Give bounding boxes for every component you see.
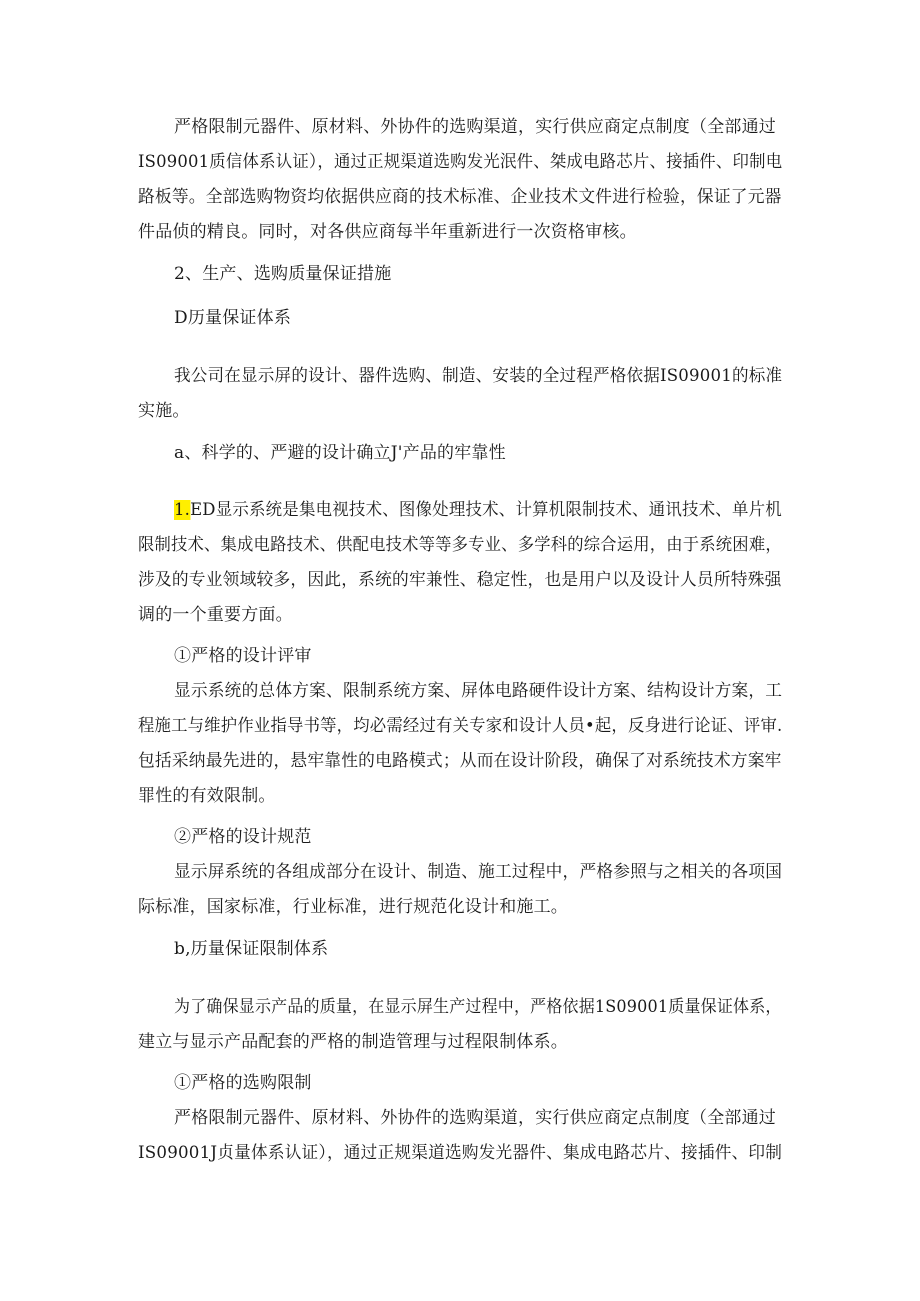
paragraph-line: 涉及的专业领域较多，因此，系统的牢兼性、稳定性，也是用户以及设计人员所特殊强 — [138, 570, 782, 590]
highlight-mark: 1. — [174, 500, 191, 520]
list-heading: ②严格的设计规范 — [174, 827, 312, 847]
subsection-heading: D历量保证体系 — [174, 308, 292, 328]
paragraph-line: 显示屏系统的各组成部分在设计、制造、施工过程中，严格参照与之相关的各项国 — [174, 862, 783, 882]
paragraph-line: 显示系统的总体方案、限制系统方案、屏体电路硬件设计方案、结构设计方案，工 — [174, 681, 783, 701]
paragraph-line: 实施。 — [138, 401, 190, 421]
list-heading: ①严格的选购限制 — [174, 1073, 312, 1093]
paragraph-line: IS09001质信体系认证），通过正规渠道选购发光泯件、桀成电路芯片、接插件、印制电 — [138, 152, 783, 172]
subsection-heading: b,历量保证限制体系 — [174, 939, 329, 959]
subsection-heading: a、科学的、严避的设计确立J'产品的牢靠性 — [174, 443, 506, 463]
paragraph-line: IS09001J贞量体系认证），通过正规渠道选购发光器件、集成电路芯片、接插件、印制 — [138, 1143, 783, 1163]
paragraph-line — [174, 499, 782, 521]
paragraph-line: 限制技术、集成电路技术、供配电技术等等多专业、多学科的综合运用，由于系统困难， — [138, 535, 782, 555]
paragraph-line: 程施工与维护作业指导书等，均必需经过有关专家和设计人员•起，反身进行论证、评审. — [138, 716, 783, 736]
paragraph-line: 建立与显示产品配套的严格的制造管理与过程限制体系。 — [138, 1032, 568, 1052]
paragraph-line: 件品侦的精良。同时，对各供应商每半年重新进行一次资格审核。 — [138, 222, 637, 242]
paragraph-text: ED显示系统是集电视技术、图像处理技术、计算机限制技术、通讯技术、单片机 — [190, 500, 782, 520]
paragraph-line: 际标准，国家标准，行业标准，进行规范化设计和施工。 — [138, 897, 568, 917]
paragraph-line: 路板等。全部选购物资均依据供应商的技术标准、企业技术文件进行检验，保证了元器 — [138, 187, 782, 207]
paragraph-line: 罪性的有效限制。 — [138, 786, 276, 806]
paragraph-line: 为了确保显示产品的质量，在显示屏生产过程中，严格依据1S09001质量保证体系， — [174, 997, 782, 1017]
paragraph-line: 调的一个重要方面。 — [138, 605, 293, 625]
paragraph-line: 我公司在显示屏的设计、器件选购、制造、安装的全过程严格依据IS09001的标准 — [174, 366, 783, 386]
paragraph-line: 包括采纳最先进的，悬牢靠性的电路模式；从而在设计阶段，确保了对系统技术方案牢 — [138, 751, 782, 771]
paragraph-line: 严格限制元器件、原材料、外协件的选购渠道，实行供应商定点制度（全部通过 — [174, 117, 776, 137]
paragraph-line: 严格限制元器件、原材料、外协件的选购渠道，实行供应商定点制度（全部通过 — [174, 1108, 776, 1128]
section-heading: 2、生产、选购质量保证措施 — [174, 264, 392, 284]
list-heading: ①严格的设计评审 — [174, 646, 312, 666]
